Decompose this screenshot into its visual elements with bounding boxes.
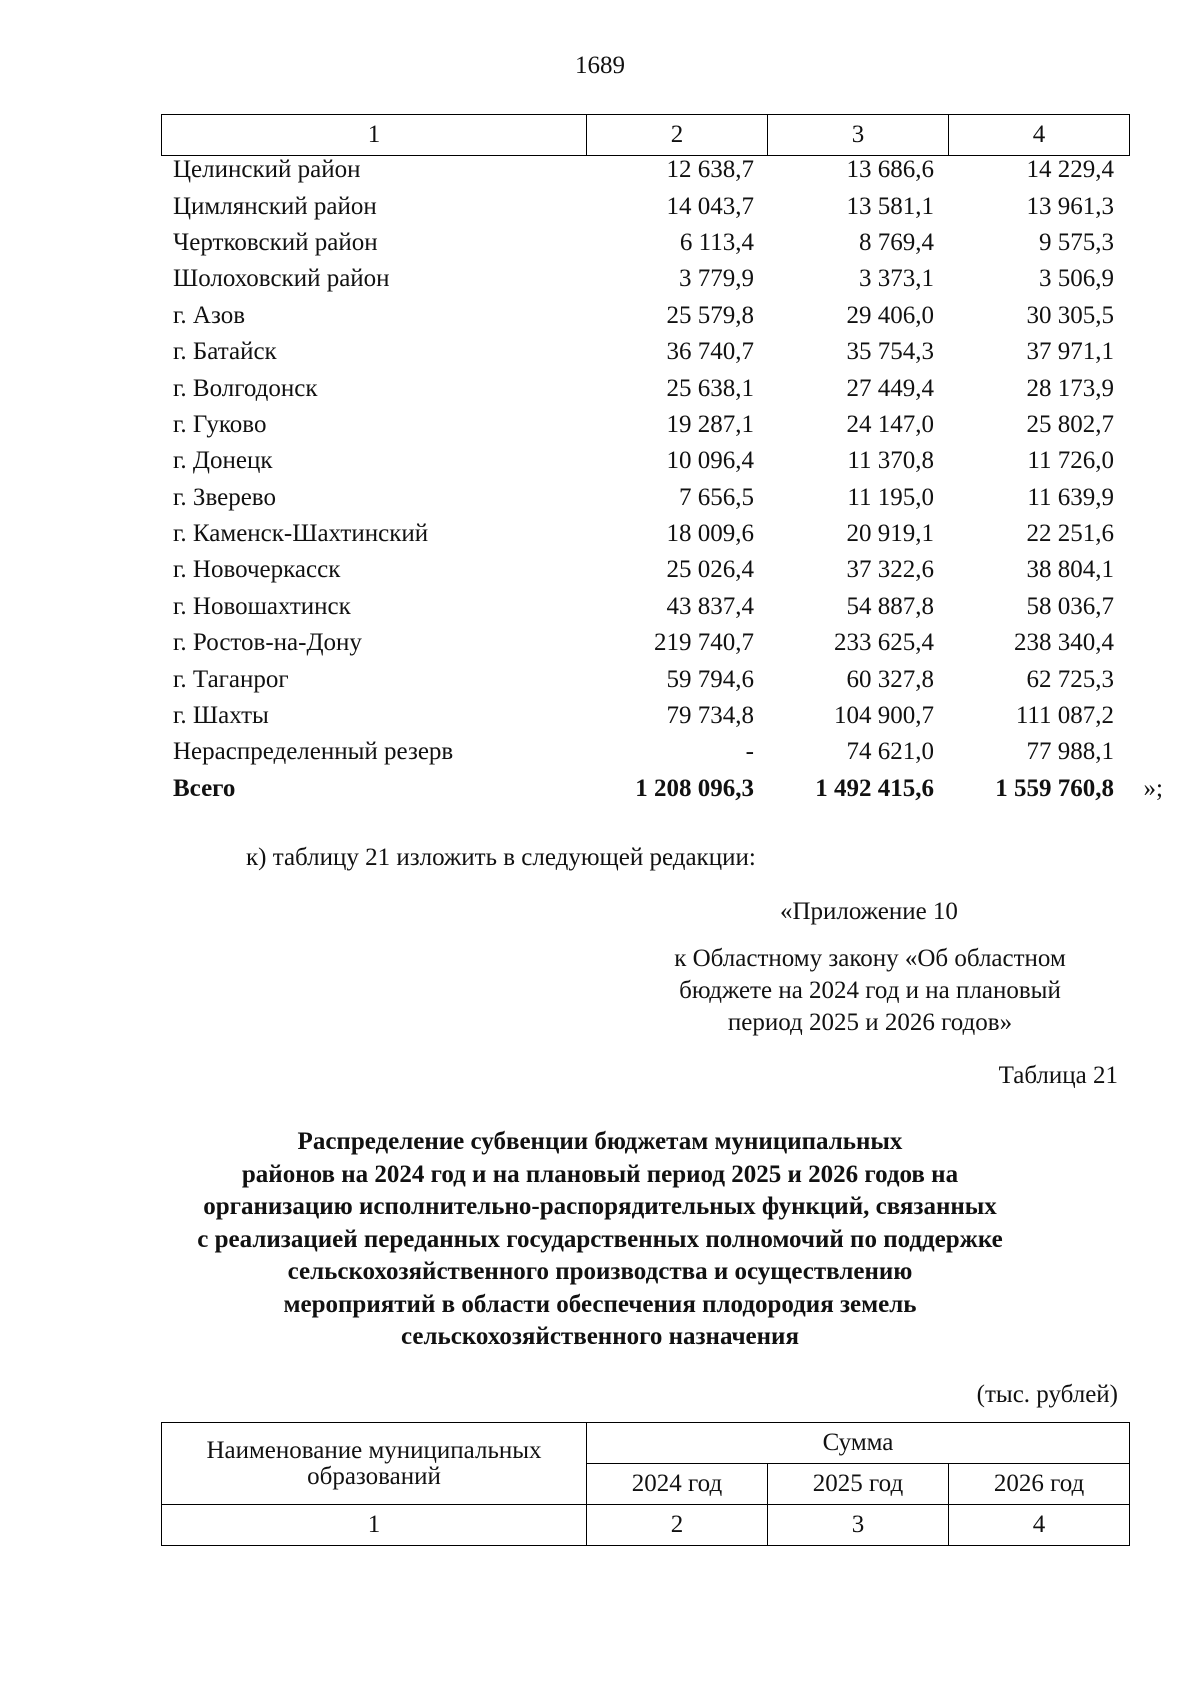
- value-2025: 3 373,1: [859, 265, 934, 293]
- title-line: мероприятий в области обеспечения плодородия земель: [283, 1290, 917, 1318]
- value-2026: 28 173,9: [1026, 374, 1114, 402]
- value-2026: 3 506,9: [1039, 265, 1114, 293]
- title-line: сельскохозяйственного производства и осуществлению: [287, 1258, 913, 1285]
- value-2026: 11 726,0: [1027, 447, 1114, 475]
- value-2025: 13 686,6: [846, 156, 934, 184]
- value-2024: 79 734,8: [666, 702, 754, 730]
- title-line: организацию исполнительно-распорядительных функций, связанных: [203, 1193, 997, 1220]
- table-row: [161, 225, 1129, 261]
- units-label: (тыс. рублей): [976, 1381, 1118, 1408]
- value-2024: 219 740,7: [654, 629, 754, 657]
- value-2024: 14 043,7: [666, 192, 754, 220]
- value-2026: 14 229,4: [1026, 156, 1114, 184]
- value-2025: 11 370,8: [847, 447, 934, 475]
- value-2024: 12 638,7: [666, 156, 754, 184]
- amendment-instruction: к) таблицу 21 изложить в следующей редакции:: [246, 844, 756, 871]
- appendix-title: «Приложение 10: [780, 898, 958, 925]
- municipality-name: г. Волгодонск: [173, 374, 318, 402]
- municipality-name: Шолоховский район: [173, 265, 390, 293]
- table-row: [161, 334, 1129, 370]
- value-2025: 29 406,0: [846, 301, 934, 329]
- value-2024: -: [745, 738, 754, 766]
- table-row: [161, 407, 1129, 443]
- total-label: Всего: [173, 774, 236, 802]
- value-2026: 22 251,6: [1026, 520, 1114, 548]
- value-2026: 58 036,7: [1026, 592, 1114, 620]
- appendix-subtitle: [620, 943, 1120, 1039]
- column-number: 1: [162, 1505, 587, 1546]
- table2-header: [161, 1422, 1130, 1546]
- value-2026: 11 639,9: [1027, 483, 1114, 511]
- municipality-name: г. Таганрог: [173, 665, 289, 693]
- value-2026: 238 340,4: [1014, 629, 1114, 657]
- total-2026: 1 559 760,8: [995, 774, 1114, 802]
- table1-header-cell: 4: [949, 115, 1130, 156]
- table-row: [161, 734, 1129, 770]
- municipality-name: г. Гуково: [173, 410, 267, 438]
- column-number: 4: [949, 1505, 1130, 1546]
- value-2026: 111 087,2: [1015, 702, 1114, 730]
- table1-header-cell: 1: [162, 115, 587, 156]
- table-row: [161, 625, 1129, 661]
- value-2025: 13 581,1: [846, 192, 934, 220]
- table-row: [161, 589, 1129, 625]
- value-2024: 18 009,6: [666, 520, 754, 548]
- page-number: 1689: [575, 52, 625, 79]
- value-2024: 59 794,6: [666, 665, 754, 693]
- year-header: 2026 год: [949, 1464, 1130, 1505]
- value-2026: 37 971,1: [1026, 338, 1114, 366]
- value-2026: 38 804,1: [1026, 556, 1114, 584]
- table-row: [161, 516, 1129, 552]
- municipality-name: г. Донецк: [173, 447, 273, 475]
- value-2025: 60 327,8: [846, 665, 934, 693]
- table-row: [161, 152, 1129, 188]
- municipality-name: г. Каменск-Шахтинский: [173, 520, 429, 548]
- year-header: 2025 год: [768, 1464, 949, 1505]
- value-2025: 54 887,8: [846, 592, 934, 620]
- municipality-name: Нераспределенный резерв: [173, 738, 454, 766]
- value-2025: 233 625,4: [834, 629, 934, 657]
- value-2024: 36 740,7: [666, 338, 754, 366]
- municipality-name: Цимлянский район: [173, 192, 377, 220]
- value-2025: 35 754,3: [846, 338, 934, 366]
- total-2025: 1 492 415,6: [815, 774, 934, 802]
- appendix-subtitle-line: к Областному закону «Об областном: [674, 945, 1066, 972]
- municipality-name: г. Шахты: [173, 702, 269, 730]
- value-2026: 13 961,3: [1026, 192, 1114, 220]
- municipality-name: г. Новошахтинск: [173, 592, 351, 620]
- total-row: [161, 771, 1163, 807]
- title-line: Распределение субвенции бюджетам муниципальных: [297, 1128, 903, 1155]
- value-2025: 20 919,1: [846, 520, 934, 548]
- value-2024: 25 579,8: [666, 301, 754, 329]
- table-row: [161, 443, 1129, 479]
- municipality-name: г. Зверево: [173, 483, 276, 511]
- column-name-header: Наименование муниципальных образований: [162, 1423, 587, 1505]
- value-2026: 77 988,1: [1026, 738, 1114, 766]
- table1-header: [161, 114, 1130, 156]
- appendix-subtitle-line: бюджете на 2024 год и на плановый: [679, 977, 1061, 1004]
- table-row: [161, 552, 1129, 588]
- value-2024: 25 638,1: [666, 374, 754, 402]
- municipality-name: Чертковский район: [173, 228, 378, 256]
- value-2024: 3 779,9: [679, 265, 754, 293]
- value-2024: 6 113,4: [679, 228, 754, 256]
- table-row: [161, 188, 1129, 224]
- table-label: Таблица 21: [998, 1062, 1118, 1089]
- value-2025: 11 195,0: [847, 483, 934, 511]
- column-number: 3: [768, 1505, 949, 1546]
- value-2025: 24 147,0: [846, 410, 934, 438]
- value-2024: 10 096,4: [666, 447, 754, 475]
- table1-header-cell: 3: [768, 115, 949, 156]
- year-header: 2024 год: [587, 1464, 768, 1505]
- value-2024: 19 287,1: [666, 410, 754, 438]
- table1-body: [161, 152, 1163, 807]
- appendix-subtitle-line: период 2025 и 2026 годов»: [727, 1009, 1013, 1036]
- municipality-name: г. Ростов-на-Дону: [173, 629, 362, 657]
- value-2025: 74 621,0: [846, 738, 934, 766]
- document-title: [150, 1126, 1050, 1354]
- title-line: сельскохозяйственного назначения: [401, 1323, 799, 1350]
- title-line: районов на 2024 год и на плановый период 2025 и 2026 годов на: [241, 1160, 959, 1188]
- value-2026: 25 802,7: [1026, 410, 1114, 438]
- table-row: [161, 480, 1129, 516]
- value-2025: 37 322,6: [846, 556, 934, 584]
- table-row: [161, 298, 1129, 334]
- value-2026: 62 725,3: [1026, 665, 1114, 693]
- value-2025: 8 769,4: [859, 228, 934, 256]
- value-2026: 9 575,3: [1039, 228, 1114, 256]
- table1-header-cell: 2: [587, 115, 768, 156]
- column-sum-header: Сумма: [587, 1423, 1130, 1464]
- value-2024: 7 656,5: [679, 483, 754, 511]
- total-2024: 1 208 096,3: [635, 774, 754, 802]
- table-row: [161, 661, 1129, 697]
- closing-quote: »;: [1143, 774, 1163, 802]
- title-line: с реализацией переданных государственных полномочий по поддержке: [197, 1225, 1003, 1253]
- value-2025: 104 900,7: [834, 702, 934, 730]
- value-2024: 43 837,4: [666, 592, 754, 620]
- column-number: 2: [587, 1505, 768, 1546]
- table-row: [161, 698, 1129, 734]
- value-2025: 27 449,4: [846, 374, 934, 402]
- municipality-name: г. Новочеркасск: [173, 556, 341, 584]
- value-2024: 25 026,4: [666, 556, 754, 584]
- municipality-name: г. Батайск: [173, 338, 277, 366]
- table-row: [161, 261, 1129, 297]
- municipality-name: г. Азов: [173, 301, 246, 329]
- municipality-name: Целинский район: [173, 156, 361, 184]
- value-2026: 30 305,5: [1026, 301, 1114, 329]
- table-row: [161, 370, 1129, 406]
